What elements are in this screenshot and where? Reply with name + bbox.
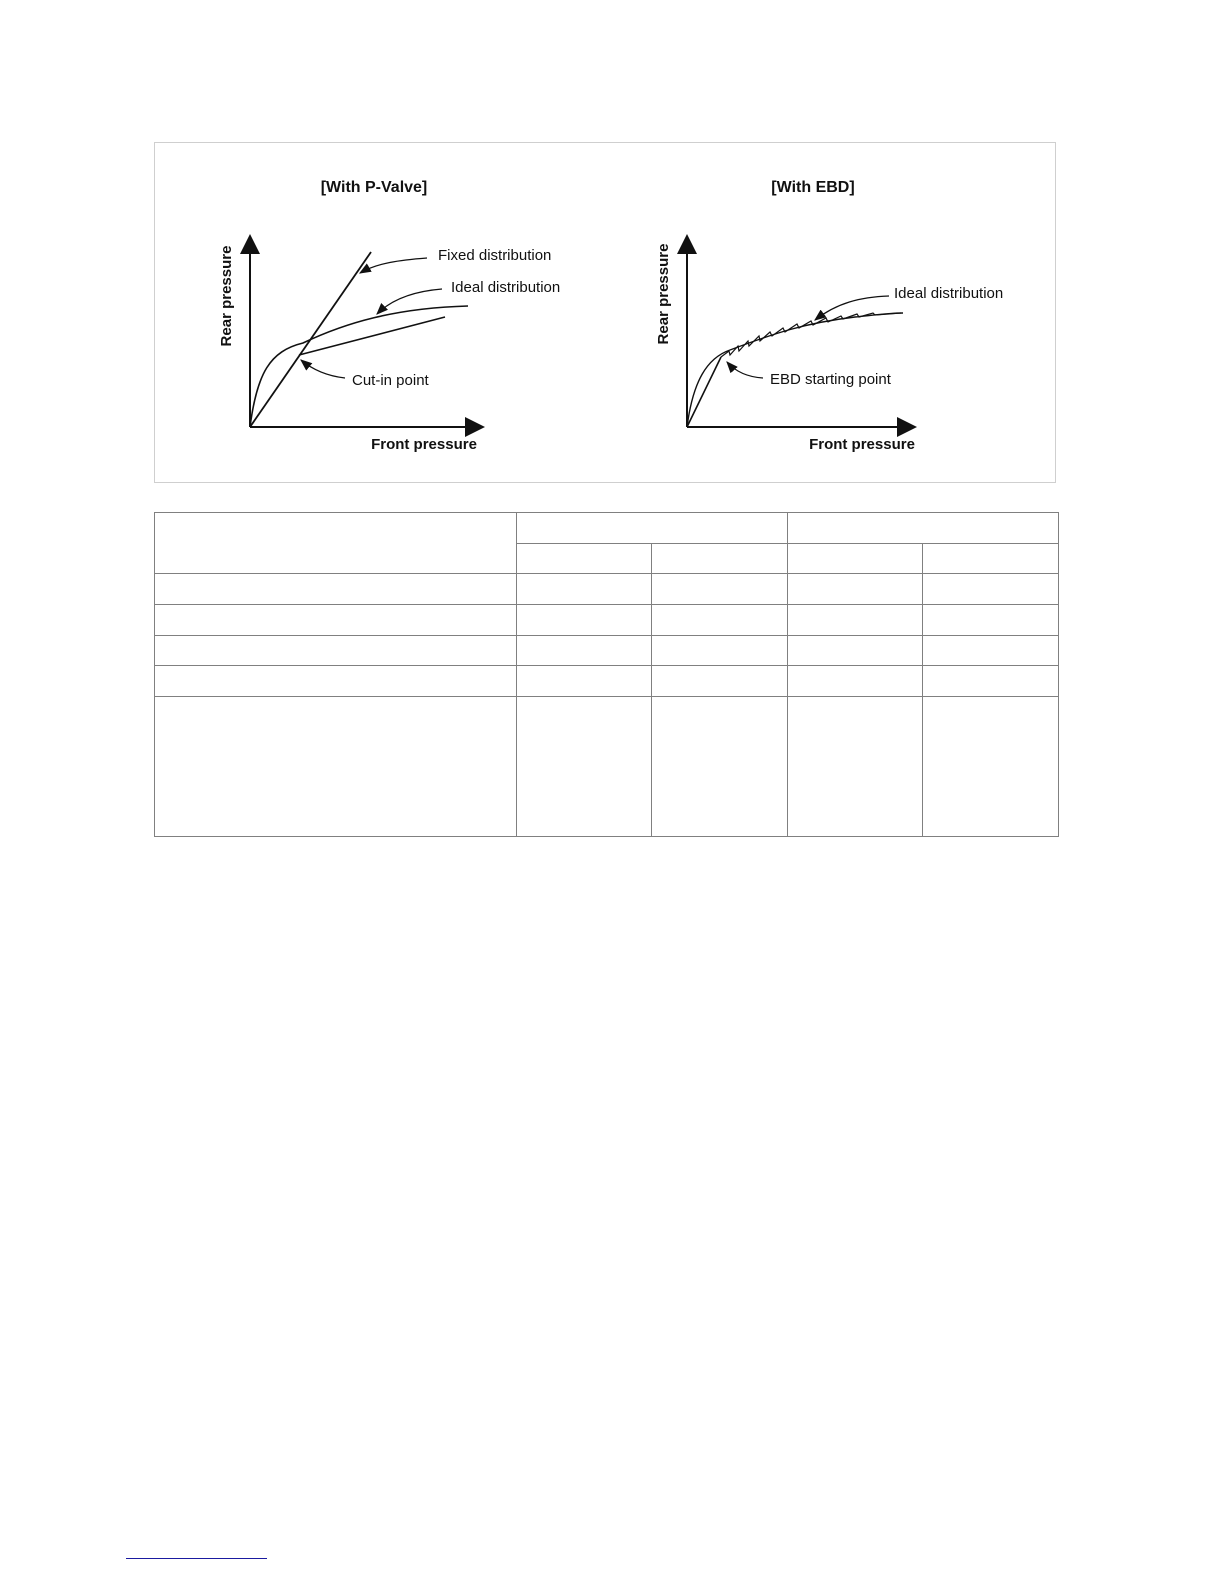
- table-subheader-cell: [652, 544, 788, 574]
- table-cell: [923, 636, 1059, 666]
- table-cell: [517, 605, 652, 636]
- table-cell: [652, 605, 788, 636]
- table-row: [155, 636, 1059, 666]
- table-cell: [155, 605, 517, 636]
- table-cell: [155, 697, 517, 837]
- spec-table: [154, 512, 1059, 837]
- table-cell: [923, 605, 1059, 636]
- ebd-ideal-curve: [687, 313, 903, 427]
- p-valve-reduced-line: [299, 317, 445, 355]
- table-cell: [652, 574, 788, 605]
- left-x-axis-label: Front pressure: [371, 436, 477, 453]
- table-cell: [788, 636, 923, 666]
- table-cell: [788, 666, 923, 697]
- table-cell: [652, 666, 788, 697]
- figure-drawing: [155, 143, 1057, 484]
- table-cell: [517, 697, 652, 837]
- table-cell: [788, 697, 923, 837]
- fixed-callout-arrow: [360, 258, 427, 273]
- cutin-callout-arrow: [301, 360, 345, 378]
- table-row: [155, 697, 1059, 837]
- ebd-modulated-curve: [721, 313, 901, 357]
- right-y-axis-label: Rear pressure: [655, 243, 672, 345]
- left-panel-chart: [218, 179, 560, 453]
- left-panel-title: [With P-Valve]: [320, 179, 428, 196]
- cutin-point-label: Cut-in point: [352, 372, 429, 389]
- table-subheader-cell: [517, 544, 652, 574]
- table-cell: [923, 666, 1059, 697]
- table-header-group-cell: [517, 513, 788, 544]
- table-row: [155, 666, 1059, 697]
- right-panel-chart: [655, 179, 1003, 453]
- footnote-separator: [126, 1558, 267, 1559]
- table-cell: [517, 574, 652, 605]
- table-cell: [788, 605, 923, 636]
- ebd-starting-point-label: EBD starting point: [770, 371, 891, 388]
- table-header-group-cell: [788, 513, 1059, 544]
- table-cell: [652, 636, 788, 666]
- brake-distribution-figure: [154, 142, 1056, 483]
- table-subheader-cell: [788, 544, 923, 574]
- table-header-cell: [155, 513, 517, 574]
- ebd-initial-line: [687, 357, 721, 427]
- table-cell: [788, 574, 923, 605]
- table-cell: [923, 574, 1059, 605]
- ideal-distribution-curve: [250, 306, 468, 427]
- table-cell: [517, 636, 652, 666]
- ebd-start-callout-arrow: [727, 362, 763, 378]
- ebd-ideal-distribution-label: Ideal distribution: [894, 285, 1004, 302]
- table-cell: [155, 666, 517, 697]
- table-row: [155, 574, 1059, 605]
- right-panel-title: [With EBD]: [771, 179, 855, 196]
- table-subheader-cell: [923, 544, 1059, 574]
- table-cell: [155, 574, 517, 605]
- table-cell: [923, 697, 1059, 837]
- ideal-distribution-label: Ideal distribution: [451, 279, 561, 296]
- table-cell: [155, 636, 517, 666]
- right-x-axis-label: Front pressure: [809, 436, 915, 453]
- table-cell: [652, 697, 788, 837]
- left-y-axis-label: Rear pressure: [218, 245, 235, 347]
- fixed-distribution-label: Fixed distribution: [438, 247, 552, 264]
- table-row: [155, 605, 1059, 636]
- table-header-row: [155, 513, 1059, 544]
- table-cell: [517, 666, 652, 697]
